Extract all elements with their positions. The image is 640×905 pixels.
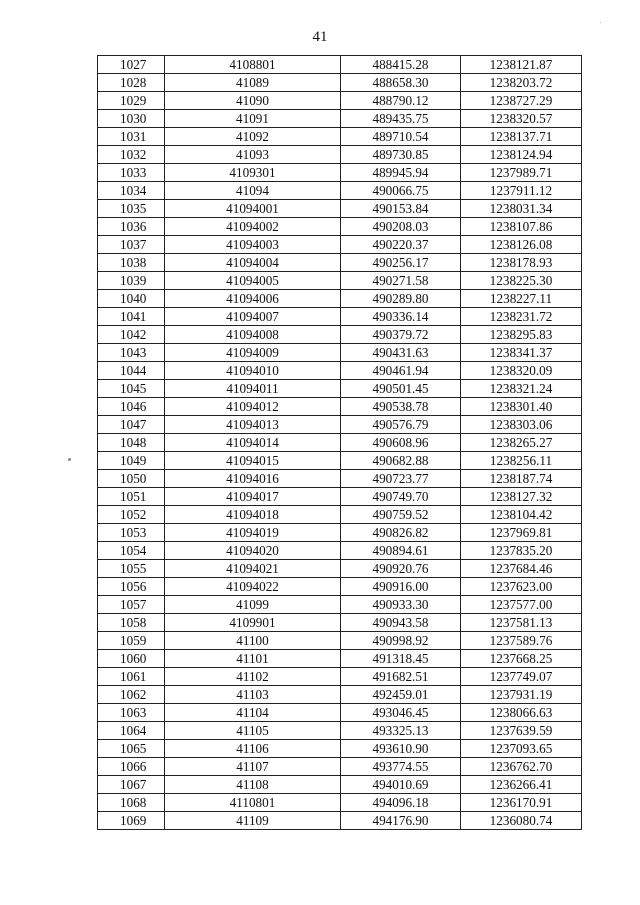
table-row (98, 272, 582, 290)
coord-x-cell: 491682.51 (341, 668, 461, 686)
coord-y-cell: 1238127.32 (461, 488, 582, 506)
row-index-cell: 1029 (98, 92, 165, 110)
coord-x-cell: 490208.03 (341, 218, 461, 236)
coord-x-cell: 490682.88 (341, 452, 461, 470)
table-row (98, 506, 582, 524)
coord-x-cell: 490608.96 (341, 434, 461, 452)
coord-y-cell: 1237581.13 (461, 614, 582, 632)
point-code-cell: 41094009 (165, 344, 341, 362)
point-code-cell: 41094017 (165, 488, 341, 506)
coord-y-cell: 1238227.11 (461, 290, 582, 308)
table-row (98, 650, 582, 668)
row-index-cell: 1031 (98, 128, 165, 146)
coord-x-cell: 490894.61 (341, 542, 461, 560)
table-row (98, 686, 582, 704)
row-index-cell: 1040 (98, 290, 165, 308)
row-index-cell: 1057 (98, 596, 165, 614)
row-index-cell: 1049 (98, 452, 165, 470)
coord-x-cell: 490220.37 (341, 236, 461, 254)
point-code-cell: 41094010 (165, 362, 341, 380)
row-index-cell: 1069 (98, 812, 165, 830)
point-code-cell: 41094 (165, 182, 341, 200)
row-index-cell: 1041 (98, 308, 165, 326)
coord-x-cell: 490256.17 (341, 254, 461, 272)
point-code-cell: 41092 (165, 128, 341, 146)
coord-x-cell: 489730.85 (341, 146, 461, 164)
coord-y-cell: 1238187.74 (461, 470, 582, 488)
row-index-cell: 1050 (98, 470, 165, 488)
coord-y-cell: 1237749.07 (461, 668, 582, 686)
coord-x-cell: 488415.28 (341, 56, 461, 74)
coord-x-cell: 494176.90 (341, 812, 461, 830)
row-index-cell: 1048 (98, 434, 165, 452)
point-code-cell: 41094020 (165, 542, 341, 560)
row-index-cell: 1068 (98, 794, 165, 812)
point-code-cell: 41094003 (165, 236, 341, 254)
table-row (98, 254, 582, 272)
coord-y-cell: 1238320.09 (461, 362, 582, 380)
coord-y-cell: 1237589.76 (461, 632, 582, 650)
table-row (98, 524, 582, 542)
point-code-cell: 41109 (165, 812, 341, 830)
row-index-cell: 1058 (98, 614, 165, 632)
coord-y-cell: 1238225.30 (461, 272, 582, 290)
scan-speck (600, 22, 601, 23)
point-code-cell: 41089 (165, 74, 341, 92)
row-index-cell: 1051 (98, 488, 165, 506)
coord-x-cell: 490576.79 (341, 416, 461, 434)
point-code-cell: 41094018 (165, 506, 341, 524)
row-index-cell: 1047 (98, 416, 165, 434)
coord-x-cell: 493046.45 (341, 704, 461, 722)
coord-x-cell: 489945.94 (341, 164, 461, 182)
row-index-cell: 1037 (98, 236, 165, 254)
row-index-cell: 1035 (98, 200, 165, 218)
table-row (98, 380, 582, 398)
point-code-cell: 41094007 (165, 308, 341, 326)
table-row (98, 740, 582, 758)
coord-y-cell: 1238301.40 (461, 398, 582, 416)
coord-x-cell: 488790.12 (341, 92, 461, 110)
table-row (98, 614, 582, 632)
coord-x-cell: 490289.80 (341, 290, 461, 308)
coord-y-cell: 1238303.06 (461, 416, 582, 434)
coord-x-cell: 494096.18 (341, 794, 461, 812)
point-code-cell: 41094006 (165, 290, 341, 308)
coord-y-cell: 1237668.25 (461, 650, 582, 668)
coord-y-cell: 1238203.72 (461, 74, 582, 92)
coord-x-cell: 490271.58 (341, 272, 461, 290)
row-index-cell: 1027 (98, 56, 165, 74)
coord-x-cell: 490723.77 (341, 470, 461, 488)
table-row (98, 470, 582, 488)
coord-y-cell: 1238265.27 (461, 434, 582, 452)
table-row (98, 290, 582, 308)
coord-x-cell: 490538.78 (341, 398, 461, 416)
coord-x-cell: 490501.45 (341, 380, 461, 398)
table-row (98, 56, 582, 74)
point-code-cell: 41094016 (165, 470, 341, 488)
row-index-cell: 1067 (98, 776, 165, 794)
coord-x-cell: 494010.69 (341, 776, 461, 794)
table-row (98, 200, 582, 218)
row-index-cell: 1063 (98, 704, 165, 722)
point-code-cell: 4109901 (165, 614, 341, 632)
row-index-cell: 1036 (98, 218, 165, 236)
row-index-cell: 1054 (98, 542, 165, 560)
table-row (98, 596, 582, 614)
point-code-cell: 41103 (165, 686, 341, 704)
coord-y-cell: 1238121.87 (461, 56, 582, 74)
coord-y-cell: 1238066.63 (461, 704, 582, 722)
coord-y-cell: 1238137.71 (461, 128, 582, 146)
point-code-cell: 41099 (165, 596, 341, 614)
coord-y-cell: 1238341.37 (461, 344, 582, 362)
page-number: 41 (312, 29, 328, 45)
point-code-cell: 41094005 (165, 272, 341, 290)
table-row (98, 542, 582, 560)
coord-x-cell: 489710.54 (341, 128, 461, 146)
row-index-cell: 1060 (98, 650, 165, 668)
table-row (98, 488, 582, 506)
point-code-cell: 41094021 (165, 560, 341, 578)
point-code-cell: 41094022 (165, 578, 341, 596)
row-index-cell: 1052 (98, 506, 165, 524)
point-code-cell: 41091 (165, 110, 341, 128)
point-code-cell: 4109301 (165, 164, 341, 182)
point-code-cell: 41094014 (165, 434, 341, 452)
coord-x-cell: 490749.70 (341, 488, 461, 506)
coord-x-cell: 490998.92 (341, 632, 461, 650)
row-index-cell: 1061 (98, 668, 165, 686)
table-row (98, 164, 582, 182)
table-row (98, 722, 582, 740)
coord-x-cell: 488658.30 (341, 74, 461, 92)
coordinates-table (97, 55, 582, 830)
table-row (98, 218, 582, 236)
point-code-cell: 41094019 (165, 524, 341, 542)
point-code-cell: 41101 (165, 650, 341, 668)
coord-y-cell: 1237989.71 (461, 164, 582, 182)
row-index-cell: 1032 (98, 146, 165, 164)
coord-y-cell: 1238104.42 (461, 506, 582, 524)
point-code-cell: 41094015 (165, 452, 341, 470)
coord-x-cell: 490066.75 (341, 182, 461, 200)
point-code-cell: 41108 (165, 776, 341, 794)
table-row (98, 362, 582, 380)
table-row (98, 236, 582, 254)
point-code-cell: 41107 (165, 758, 341, 776)
row-index-cell: 1066 (98, 758, 165, 776)
coord-y-cell: 1236080.74 (461, 812, 582, 830)
coord-y-cell: 1238231.72 (461, 308, 582, 326)
table-row (98, 110, 582, 128)
point-code-cell: 41094011 (165, 380, 341, 398)
coord-x-cell: 490920.76 (341, 560, 461, 578)
coord-y-cell: 1236266.41 (461, 776, 582, 794)
coord-y-cell: 1238320.57 (461, 110, 582, 128)
point-code-cell: 4108801 (165, 56, 341, 74)
point-code-cell: 41100 (165, 632, 341, 650)
coord-y-cell: 1238178.93 (461, 254, 582, 272)
coord-y-cell: 1237684.46 (461, 560, 582, 578)
scan-speck (68, 458, 71, 461)
table-row (98, 668, 582, 686)
coord-y-cell: 1238126.08 (461, 236, 582, 254)
row-index-cell: 1028 (98, 74, 165, 92)
table-row (98, 560, 582, 578)
row-index-cell: 1062 (98, 686, 165, 704)
coord-x-cell: 490933.30 (341, 596, 461, 614)
coord-y-cell: 1238107.86 (461, 218, 582, 236)
table-row (98, 416, 582, 434)
table-row (98, 326, 582, 344)
table-row (98, 344, 582, 362)
coord-x-cell: 490336.14 (341, 308, 461, 326)
coord-x-cell: 491318.45 (341, 650, 461, 668)
coord-y-cell: 1237931.19 (461, 686, 582, 704)
coord-y-cell: 1238124.94 (461, 146, 582, 164)
row-index-cell: 1046 (98, 398, 165, 416)
coord-x-cell: 490379.72 (341, 326, 461, 344)
coord-x-cell: 493610.90 (341, 740, 461, 758)
table-row (98, 704, 582, 722)
row-index-cell: 1039 (98, 272, 165, 290)
row-index-cell: 1053 (98, 524, 165, 542)
row-index-cell: 1038 (98, 254, 165, 272)
point-code-cell: 41094002 (165, 218, 341, 236)
table-row (98, 398, 582, 416)
row-index-cell: 1055 (98, 560, 165, 578)
table-row (98, 776, 582, 794)
table-row (98, 182, 582, 200)
point-code-cell: 41090 (165, 92, 341, 110)
coord-x-cell: 490759.52 (341, 506, 461, 524)
point-code-cell: 41093 (165, 146, 341, 164)
coord-x-cell: 490153.84 (341, 200, 461, 218)
table-row (98, 794, 582, 812)
row-index-cell: 1059 (98, 632, 165, 650)
row-index-cell: 1045 (98, 380, 165, 398)
row-index-cell: 1044 (98, 362, 165, 380)
coord-y-cell: 1237093.65 (461, 740, 582, 758)
coord-y-cell: 1238321.24 (461, 380, 582, 398)
table-row (98, 578, 582, 596)
row-index-cell: 1056 (98, 578, 165, 596)
row-index-cell: 1043 (98, 344, 165, 362)
coord-y-cell: 1237623.00 (461, 578, 582, 596)
coord-x-cell: 492459.01 (341, 686, 461, 704)
row-index-cell: 1065 (98, 740, 165, 758)
table-row (98, 758, 582, 776)
row-index-cell: 1030 (98, 110, 165, 128)
point-code-cell: 41104 (165, 704, 341, 722)
coord-y-cell: 1237639.59 (461, 722, 582, 740)
point-code-cell: 41106 (165, 740, 341, 758)
coord-y-cell: 1238256.11 (461, 452, 582, 470)
point-code-cell: 41094013 (165, 416, 341, 434)
coordinates-table-body (98, 56, 582, 830)
coord-x-cell: 490461.94 (341, 362, 461, 380)
table-row (98, 308, 582, 326)
coord-y-cell: 1237835.20 (461, 542, 582, 560)
table-row (98, 632, 582, 650)
coord-y-cell: 1238727.29 (461, 92, 582, 110)
row-index-cell: 1042 (98, 326, 165, 344)
point-code-cell: 41094008 (165, 326, 341, 344)
point-code-cell: 41102 (165, 668, 341, 686)
row-index-cell: 1033 (98, 164, 165, 182)
coord-y-cell: 1236762.70 (461, 758, 582, 776)
coord-y-cell: 1237969.81 (461, 524, 582, 542)
point-code-cell: 41094004 (165, 254, 341, 272)
table-row (98, 74, 582, 92)
coord-y-cell: 1237911.12 (461, 182, 582, 200)
coord-x-cell: 490431.63 (341, 344, 461, 362)
coord-x-cell: 490943.58 (341, 614, 461, 632)
coord-x-cell: 493774.55 (341, 758, 461, 776)
point-code-cell: 41094012 (165, 398, 341, 416)
coord-x-cell: 490916.00 (341, 578, 461, 596)
table-row (98, 128, 582, 146)
coord-x-cell: 493325.13 (341, 722, 461, 740)
point-code-cell: 4110801 (165, 794, 341, 812)
coord-x-cell: 490826.82 (341, 524, 461, 542)
coord-y-cell: 1237577.00 (461, 596, 582, 614)
table-row (98, 146, 582, 164)
coord-y-cell: 1238295.83 (461, 326, 582, 344)
row-index-cell: 1034 (98, 182, 165, 200)
coord-y-cell: 1236170.91 (461, 794, 582, 812)
point-code-cell: 41105 (165, 722, 341, 740)
table-row (98, 434, 582, 452)
point-code-cell: 41094001 (165, 200, 341, 218)
row-index-cell: 1064 (98, 722, 165, 740)
table-row (98, 92, 582, 110)
coord-y-cell: 1238031.34 (461, 200, 582, 218)
table-row (98, 452, 582, 470)
coord-x-cell: 489435.75 (341, 110, 461, 128)
table-row (98, 812, 582, 830)
